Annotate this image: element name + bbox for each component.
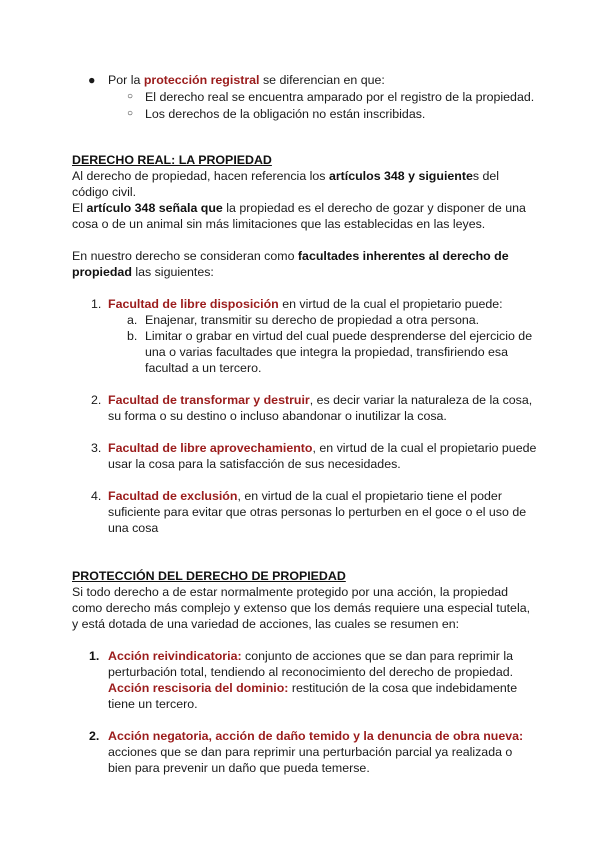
sub-item-limitar-line1: Limitar o grabar en virtud del cual puede desprenderse del ejercicio de <box>145 329 533 343</box>
sub-bullet-circle: ○ <box>127 91 134 102</box>
sub-bullet-circle: ○ <box>127 108 134 119</box>
list-item-exclusion-line3: una cosa <box>108 521 159 535</box>
section2-intro-line2: como derecho más complejo y extenso que los demás requiere una especial tutela, <box>72 601 531 615</box>
list-item-transformar-line1: Facultad de transformar y destruir, es decir variar la naturaleza de la cosa, <box>108 393 533 407</box>
list-item-negatoria-line2: acciones que se dan para reprimir una perturbación parcial ya realizada o <box>108 745 513 759</box>
section-title-derecho-real: DERECHO REAL: LA PROPIEDAD <box>72 153 272 167</box>
list-item-aprovechamiento-line1: Facultad de libre aprovechamiento, en virtud de la cual el propietario puede <box>108 441 537 455</box>
list-item-rescisoria-line1: Acción rescisoria del dominio: restitución de la cosa que indebidamente <box>108 681 518 695</box>
list-number: 4. <box>91 489 102 503</box>
section-title-proteccion: PROTECCIÓN DEL DERECHO DE PROPIEDAD <box>72 569 346 583</box>
section1-p3-line2: propiedad las siguientes: <box>72 265 214 279</box>
list-item-libre-disposicion: Facultad de libre disposición en virtud de la cual el propietario puede: <box>108 297 503 311</box>
sub-item-enajenar: Enajenar, transmitir su derecho de propiedad a otra persona. <box>145 313 480 327</box>
list-item-exclusion-line1: Facultad de exclusión, en virtud de la cual el propietario tiene el poder <box>108 489 502 503</box>
section2-intro-line3: y está dotada de una variedad de acciones, las cuales se resumen en: <box>72 617 460 631</box>
highlight-proteccion-registral: protección registral <box>143 73 260 87</box>
list-item-negatoria-line3: bien para prevenir un daño que pueda temerse. <box>108 761 370 775</box>
intro-bullet-text: Por la protección registral se diferencian en que: <box>108 73 385 87</box>
list-item-transformar-line2: su forma o su destino o incluso abandonar o inutilizar la cosa. <box>108 409 447 423</box>
intro-sub-2: Los derechos de la obligación no están inscribidas. <box>145 107 426 121</box>
sub-list-mark: b. <box>127 329 138 343</box>
sub-list-mark: a. <box>127 313 138 327</box>
sub-item-limitar-line3: facultad a un tercero. <box>145 361 262 375</box>
section1-p2-line1: El artículo 348 señala que la propiedad es el derecho de gozar y disponer de una <box>72 201 526 215</box>
bullet-dot: ● <box>88 73 96 87</box>
list-item-exclusion-line2: suficiente para evitar que otras personas lo perturben en el goce o el uso de <box>108 505 527 519</box>
section1-p2-line2: cosa o de un animal sin más limitaciones que las establecidas en las leyes. <box>72 217 486 231</box>
list-number: 1. <box>91 297 102 311</box>
intro-sub-1: El derecho real se encuentra amparado por el registro de la propiedad. <box>145 90 535 104</box>
list-number: 3. <box>91 441 102 455</box>
list-item-reivindicatoria-line2: perturbación total, tendiendo al reconocimiento del derecho de propiedad. <box>108 665 514 679</box>
list-item-aprovechamiento-line2: usar la cosa para la satisfacción de sus necesidades. <box>108 457 401 471</box>
list-number: 1. <box>89 649 100 663</box>
sub-item-limitar-line2: una o varias facultades que integra la propiedad, transfiriendo esa <box>145 345 509 359</box>
list-item-rescisoria-line2: tiene un tercero. <box>108 697 198 711</box>
list-item-reivindicatoria-line1: Acción reivindicatoria: conjunto de acciones que se dan para reprimir la <box>108 649 513 663</box>
section1-p1-line2: código civil. <box>72 185 137 199</box>
list-number: 2. <box>91 393 102 407</box>
section1-p1-line1: Al derecho de propiedad, hacen referencia los artículos 348 y siguientes del <box>72 169 500 183</box>
list-item-negatoria-title: Acción negatoria, acción de daño temido y la denuncia de obra nueva: <box>108 729 524 743</box>
section1-p3-line1: En nuestro derecho se consideran como facultades inherentes al derecho de <box>72 249 509 263</box>
section2-intro-line1: Si todo derecho a de estar normalmente protegido por una acción, la propiedad <box>72 585 509 599</box>
list-number: 2. <box>89 729 100 743</box>
